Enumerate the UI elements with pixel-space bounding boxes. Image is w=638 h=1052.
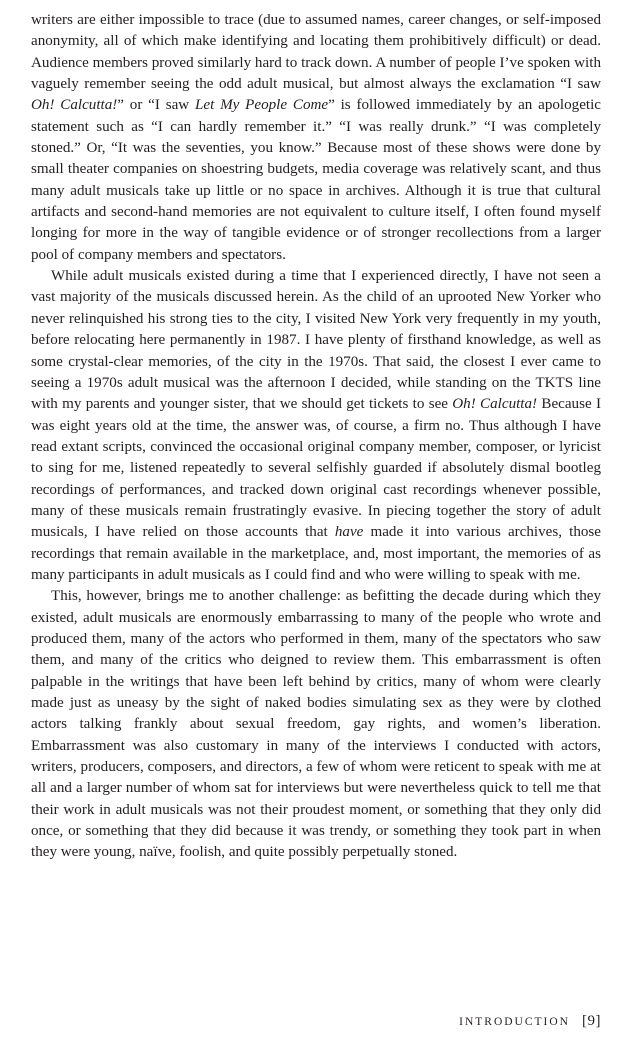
text-run: Because I was eight years old at the time, the answer was, of course, a firm no. Thus although I have read extant scripts, convinced the occasional original company member, composer, or lyricist to sing for me, listened repeatedly to several selfishly guarded if absolutely dismal bootleg recordings of performances, and tracked down original cast recordings whenever possible, many of these musicals remain frustratingly evasive. In piecing together the story of adult musicals, I have relied on those accounts that	[31, 396, 601, 541]
page-footer	[459, 1013, 601, 1030]
text-run: This, however, brings me to another challenge: as befitting the decade during which they existed, adult musicals are enormously embarrassing to many of the people who wrote and produced them, many of the actors who performed in them, many of the spectators who saw them, and many of the critics who deigned to review them. This embarrassment is often palpable in the writings that have been left behind by critics, many of whom were clearly made just as uneasy by the sight of naked bodies simulating sex as they were by clothed actors talking frankly about sexual freedom, gay rights, and women’s liberation. Embarrassment was also customary in many of the interviews I conducted with actors, writers, producers, composers, and directors, a few of whom were reticent to speak with me at all and a larger number of whom sat for interviews but were nevertheless quick to tell me that their work in adult musicals was not their proudest moment, or something that they only did once, or something that they did because it was trendy, or something they took part in when they were young, naïve, foolish, and quite possibly perpetually stoned.	[31, 588, 601, 861]
italic-title: Oh! Calcutta!	[452, 396, 538, 413]
text-run: ” is followed immediately by an apologetic statement such as “I can hardly remember it.” “I was really drunk.” “I was completely stoned.” Or, “It was the seventies, you know.” Because most of these shows were done by small theater companies on shoestring budgets, media coverage was relatively scant, and thus many adult musicals take up little or no space in archives. Although it is true that cultural artifacts and second-hand memories are not equivalent to culture itself, I often found myself longing for more in the way of tangible evidence or of stronger recollections from a larger pool of company members and spectators.	[31, 97, 601, 263]
paragraph-2	[31, 266, 601, 586]
running-head: INTRODUCTION	[459, 1016, 570, 1028]
text-run: While adult musicals existed during a time that I experienced directly, I have not seen a vast majority of the musicals discussed herein. As the child of an uprooted New Yorker who never relinquished his strong ties to the city, I visited New York very frequently in my youth, before relocating here permanently in 1987. I have plenty of firsthand knowledge, as well as some crystal-clear memories, of the city in the 1970s. That said, the closest I ever came to seeing a 1970s adult musical was the afternoon I decided, while standing on the TKTS line with my parents and younger sister, that we should get tickets to see	[31, 268, 601, 413]
page-number: [9]	[582, 1013, 601, 1029]
paragraph-1	[31, 10, 601, 266]
italic-title: Let My People Come	[195, 97, 329, 114]
text-run: ” or “I saw	[117, 97, 195, 114]
italic-emphasis: have	[334, 524, 364, 541]
paragraph-3	[31, 586, 601, 863]
italic-title: Oh! Calcutta!	[31, 97, 118, 114]
text-run: writers are either impossible to trace (due to assumed names, career changes, or self-imposed anonymity, all of which make identifying and locating them prohibitively difficult) or dead. Audience members proved similarly hard to track down. A number of people I’ve spoken with vaguely remember seeing the odd adult musical, but almost always the exclamation “I saw	[31, 12, 601, 93]
body-text	[31, 10, 601, 864]
book-page	[31, 10, 601, 864]
text-run: made it into various archives, those recordings that remain available in the marketplace, and, most important, the memories of as many participants in adult musicals as I could find and who were willing to speak with me.	[31, 524, 601, 583]
